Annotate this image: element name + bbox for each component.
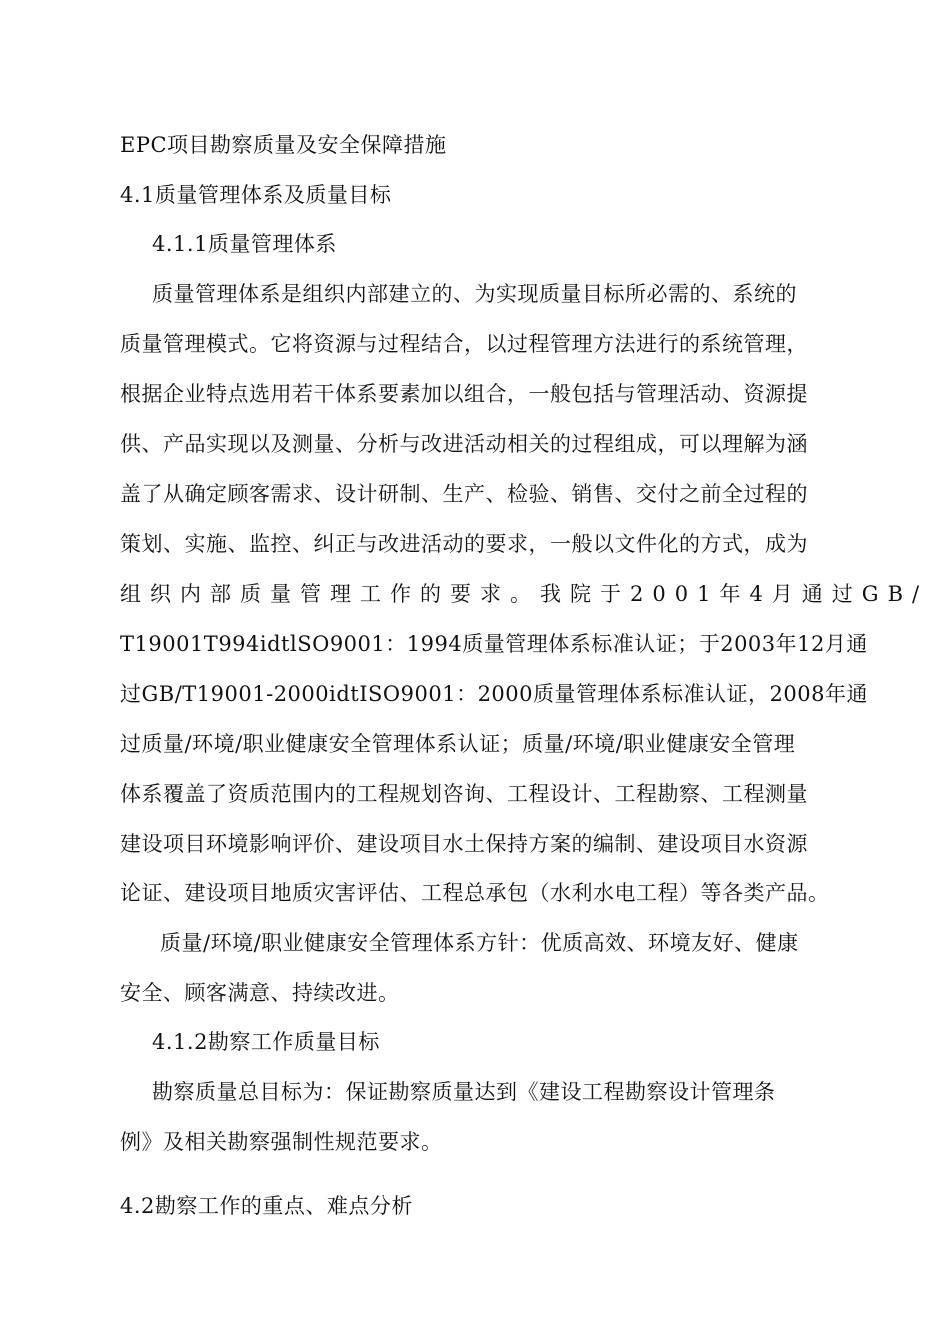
paragraph-line: 策划、实施、监控、纠正与改进活动的要求，一般以文件化的方式，成为	[120, 532, 808, 556]
paragraph-line: 论证、建设项目地质灾害评估、工程总承包（水利水电工程）等各类产品。	[120, 881, 830, 905]
paragraph-line: 组织内部质量管理工作的要求。我院于2001年4月通过GB/	[120, 582, 929, 606]
section-heading-4-1-2: 4.1.2勘察工作质量目标	[152, 1030, 380, 1054]
paragraph-line: 过GB/T19001-2000idtISO9001：2000质量管理体系标准认证，2008年通	[120, 682, 868, 706]
paragraph-line: 勘察质量总目标为：保证勘察质量达到《建设工程勘察设计管理条	[152, 1080, 776, 1104]
paragraph-line: 建设项目环境影响评价、建设项目水土保持方案的编制、建设项目水资源	[120, 832, 808, 856]
paragraph-line: 体系覆盖了资质范围内的工程规划咨询、工程设计、工程勘察、工程测量	[120, 782, 808, 806]
paragraph-line: T19001T994idtlSO9001：1994质量管理体系标准认证；于2003年12月通	[120, 632, 868, 656]
paragraph-line: 例》及相关勘察强制性规范要求。	[120, 1130, 443, 1154]
paragraph-line: 安全、顾客满意、持续改进。	[120, 981, 400, 1005]
document-title: EPC项目勘察质量及安全保障措施	[120, 133, 447, 157]
paragraph-line: 根据企业特点选用若干体系要素加以组合，一般包括与管理活动、资源提	[120, 382, 808, 406]
section-heading-4-1: 4.1质量管理体系及质量目标	[120, 183, 392, 207]
section-heading-4-2: 4.2勘察工作的重点、难点分析	[120, 1194, 413, 1218]
paragraph-line: 质量管理模式。它将资源与过程结合，以过程管理方法进行的系统管理，	[120, 332, 808, 356]
paragraph-line: 供、产品实现以及测量、分析与改进活动相关的过程组成，可以理解为涵	[120, 432, 808, 456]
paragraph-line: 质量/环境/职业健康安全管理体系方针：优质高效、环境友好、健康	[160, 931, 799, 955]
section-heading-4-1-1: 4.1.1质量管理体系	[152, 232, 337, 256]
paragraph-line: 盖了从确定顾客需求、设计研制、生产、检验、销售、交付之前全过程的	[120, 482, 808, 506]
paragraph-line: 过质量/环境/职业健康安全管理体系认证；质量/环境/职业健康安全管理	[120, 732, 796, 756]
paragraph-line: 质量管理体系是组织内部建立的、为实现质量目标所必需的、系统的	[152, 282, 797, 306]
